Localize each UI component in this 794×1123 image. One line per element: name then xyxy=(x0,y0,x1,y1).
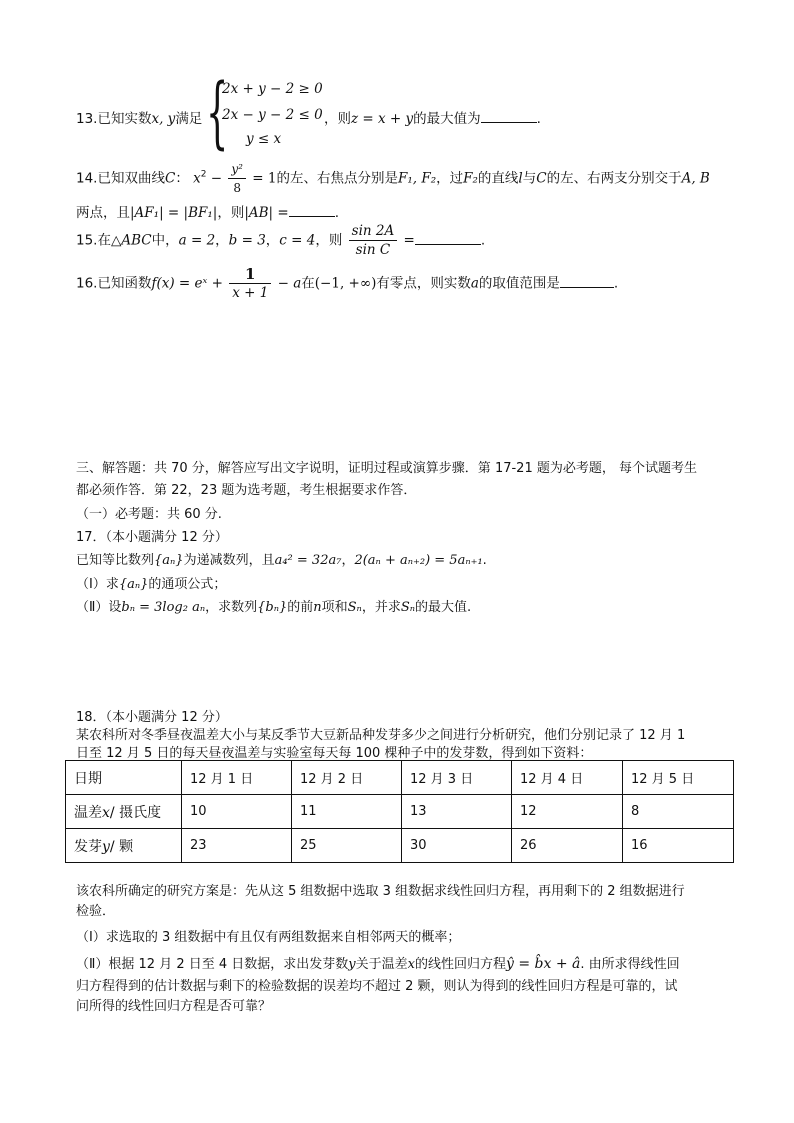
table-cell-date: 12 月 5 日 xyxy=(623,761,734,795)
table-row-germination xyxy=(66,829,734,863)
q16-line: 16.已知函数f(x) = eˣ + $\frac{1}{x + 1}$ − a在(−1, +∞)有零点，则实数a的取值范围是 . xyxy=(76,265,619,301)
answer-blank xyxy=(560,286,614,288)
table-cell-date: 12 月 3 日 xyxy=(402,761,512,795)
q17-heading: 17．（本小题满分 12 分） xyxy=(76,530,228,545)
table-row-temperature xyxy=(66,795,734,829)
table-cell: 16 xyxy=(623,829,734,863)
section-3-line-1: 三、解答题：共 70 分，解答应写出文字说明，证明过程或演算步骤．第 17-21 题为必考题， 每个试题考生 xyxy=(76,461,697,476)
q18-part-2-line-2: 归方程得到的估计数据与剩下的检验数据的误差均不超过 2 颗，则认为得到的线性回归方程是可靠的，试 xyxy=(76,979,678,994)
table-cell: 25 xyxy=(292,829,402,863)
q17-statement: 已知等比数列{aₙ}为递减数列，且a₄² = 32a₇，2(aₙ + aₙ₊₂) = 5aₙ₊₁. xyxy=(76,553,487,568)
table-row-date xyxy=(66,761,734,795)
q13-constraint-2: 2x − y − 2 ≤ 0 xyxy=(222,107,323,123)
q18-heading: 18．（本小题满分 12 分） xyxy=(76,710,228,725)
q17-part-2: （Ⅱ）设bₙ = 3log₂ aₙ，求数列{bₙ}的前n项和Sₙ，并求Sₙ的最大值. xyxy=(76,600,472,615)
table-cell-date: 12 月 2 日 xyxy=(292,761,402,795)
section-3-line-2: 都必须作答．第 22，23 题为选考题，考生根据要求作答． xyxy=(76,483,417,498)
table-row-label: 温差x/ 摄氏度 xyxy=(66,795,182,829)
table-cell: 12 xyxy=(512,795,623,829)
table-cell: 23 xyxy=(182,829,292,863)
q18-plan-line-1: 该农科所确定的研究方案是：先从这 5 组数据中选取 3 组数据求线性回归方程，再用剩下的 2 组数据进行 xyxy=(76,884,685,899)
q18-data-table xyxy=(65,760,734,863)
q14-fraction: $\frac{\text{y²}}{8}$ xyxy=(228,160,246,197)
table-cell: 8 xyxy=(623,795,734,829)
answer-blank xyxy=(415,243,481,245)
q13-constraint-3: y ≤ x xyxy=(246,131,282,147)
table-cell: 30 xyxy=(402,829,512,863)
q18-part-2-line-1: （Ⅱ）根据 12 月 2 日至 4 日数据，求出发芽数y关于温差x的线性回归方程ŷ = b̂x + â. 由所求得线性回 xyxy=(76,956,680,972)
answer-blank xyxy=(289,215,335,217)
q16-fraction: $\frac{1}{x + 1}$ xyxy=(229,265,271,302)
q18-intro-line-1: 某农科所对冬季昼夜温差大小与某反季节大豆新品种发芽多少之间进行分析研究，他们分别记录了 12 月 1 xyxy=(76,728,686,743)
table-header-label: 日期 xyxy=(66,761,182,795)
q13-line: 13.已知实数x, y满足 xyxy=(76,111,203,127)
table-cell-date: 12 月 4 日 xyxy=(512,761,623,795)
q14-line-2: 两点，且|AF₁| = |BF₁|，则|AB| = . xyxy=(76,205,339,221)
q14-line-1: 14.已知双曲线C： $x^2$ − $\frac{\text{y²}}{8}$ = 1的左、右焦点分别是F₁, F₂，过F₂的直线l与C的左、右两支分别交于A, B xyxy=(76,162,710,195)
table-row-label: 发芽y/ 颗 xyxy=(66,829,182,863)
q15-fraction: $\frac{\sin 2A}{\text{sin C}}$ xyxy=(349,222,398,259)
system-brace: { xyxy=(206,68,229,158)
q18-plan-line-2: 检验． xyxy=(76,904,116,919)
table-cell: 11 xyxy=(292,795,402,829)
q13-constraint-1: 2x + y − 2 ≥ 0 xyxy=(222,81,323,97)
table-cell: 10 xyxy=(182,795,292,829)
q17-part-1: （Ⅰ）求{aₙ}的通项公式； xyxy=(76,577,227,592)
answer-blank xyxy=(481,121,537,123)
table-cell-date: 12 月 1 日 xyxy=(182,761,292,795)
q15-line: 15.在△ABC中，a = 2，b = 3，c = 4，则 $\frac{\sin 2A}{\text{sin C}}$ = . xyxy=(76,223,486,258)
q18-part-2-line-3: 问所得的线性回归方程是否可靠？ xyxy=(76,999,272,1014)
table-cell: 13 xyxy=(402,795,512,829)
q13-tail: ，则z = x + y的最大值为 . xyxy=(324,111,541,127)
q18-part-1: （Ⅰ）求选取的 3 组数据中有且仅有两组数据来自相邻两天的概率； xyxy=(76,930,461,945)
q18-intro-line-2: 日至 12 月 5 日的每天昼夜温差与实验室每天每 100 棵种子中的发芽数，得到如下资料： xyxy=(76,746,593,761)
section-3-subheading: （一）必考题：共 60 分. xyxy=(76,507,222,522)
table-cell: 26 xyxy=(512,829,623,863)
